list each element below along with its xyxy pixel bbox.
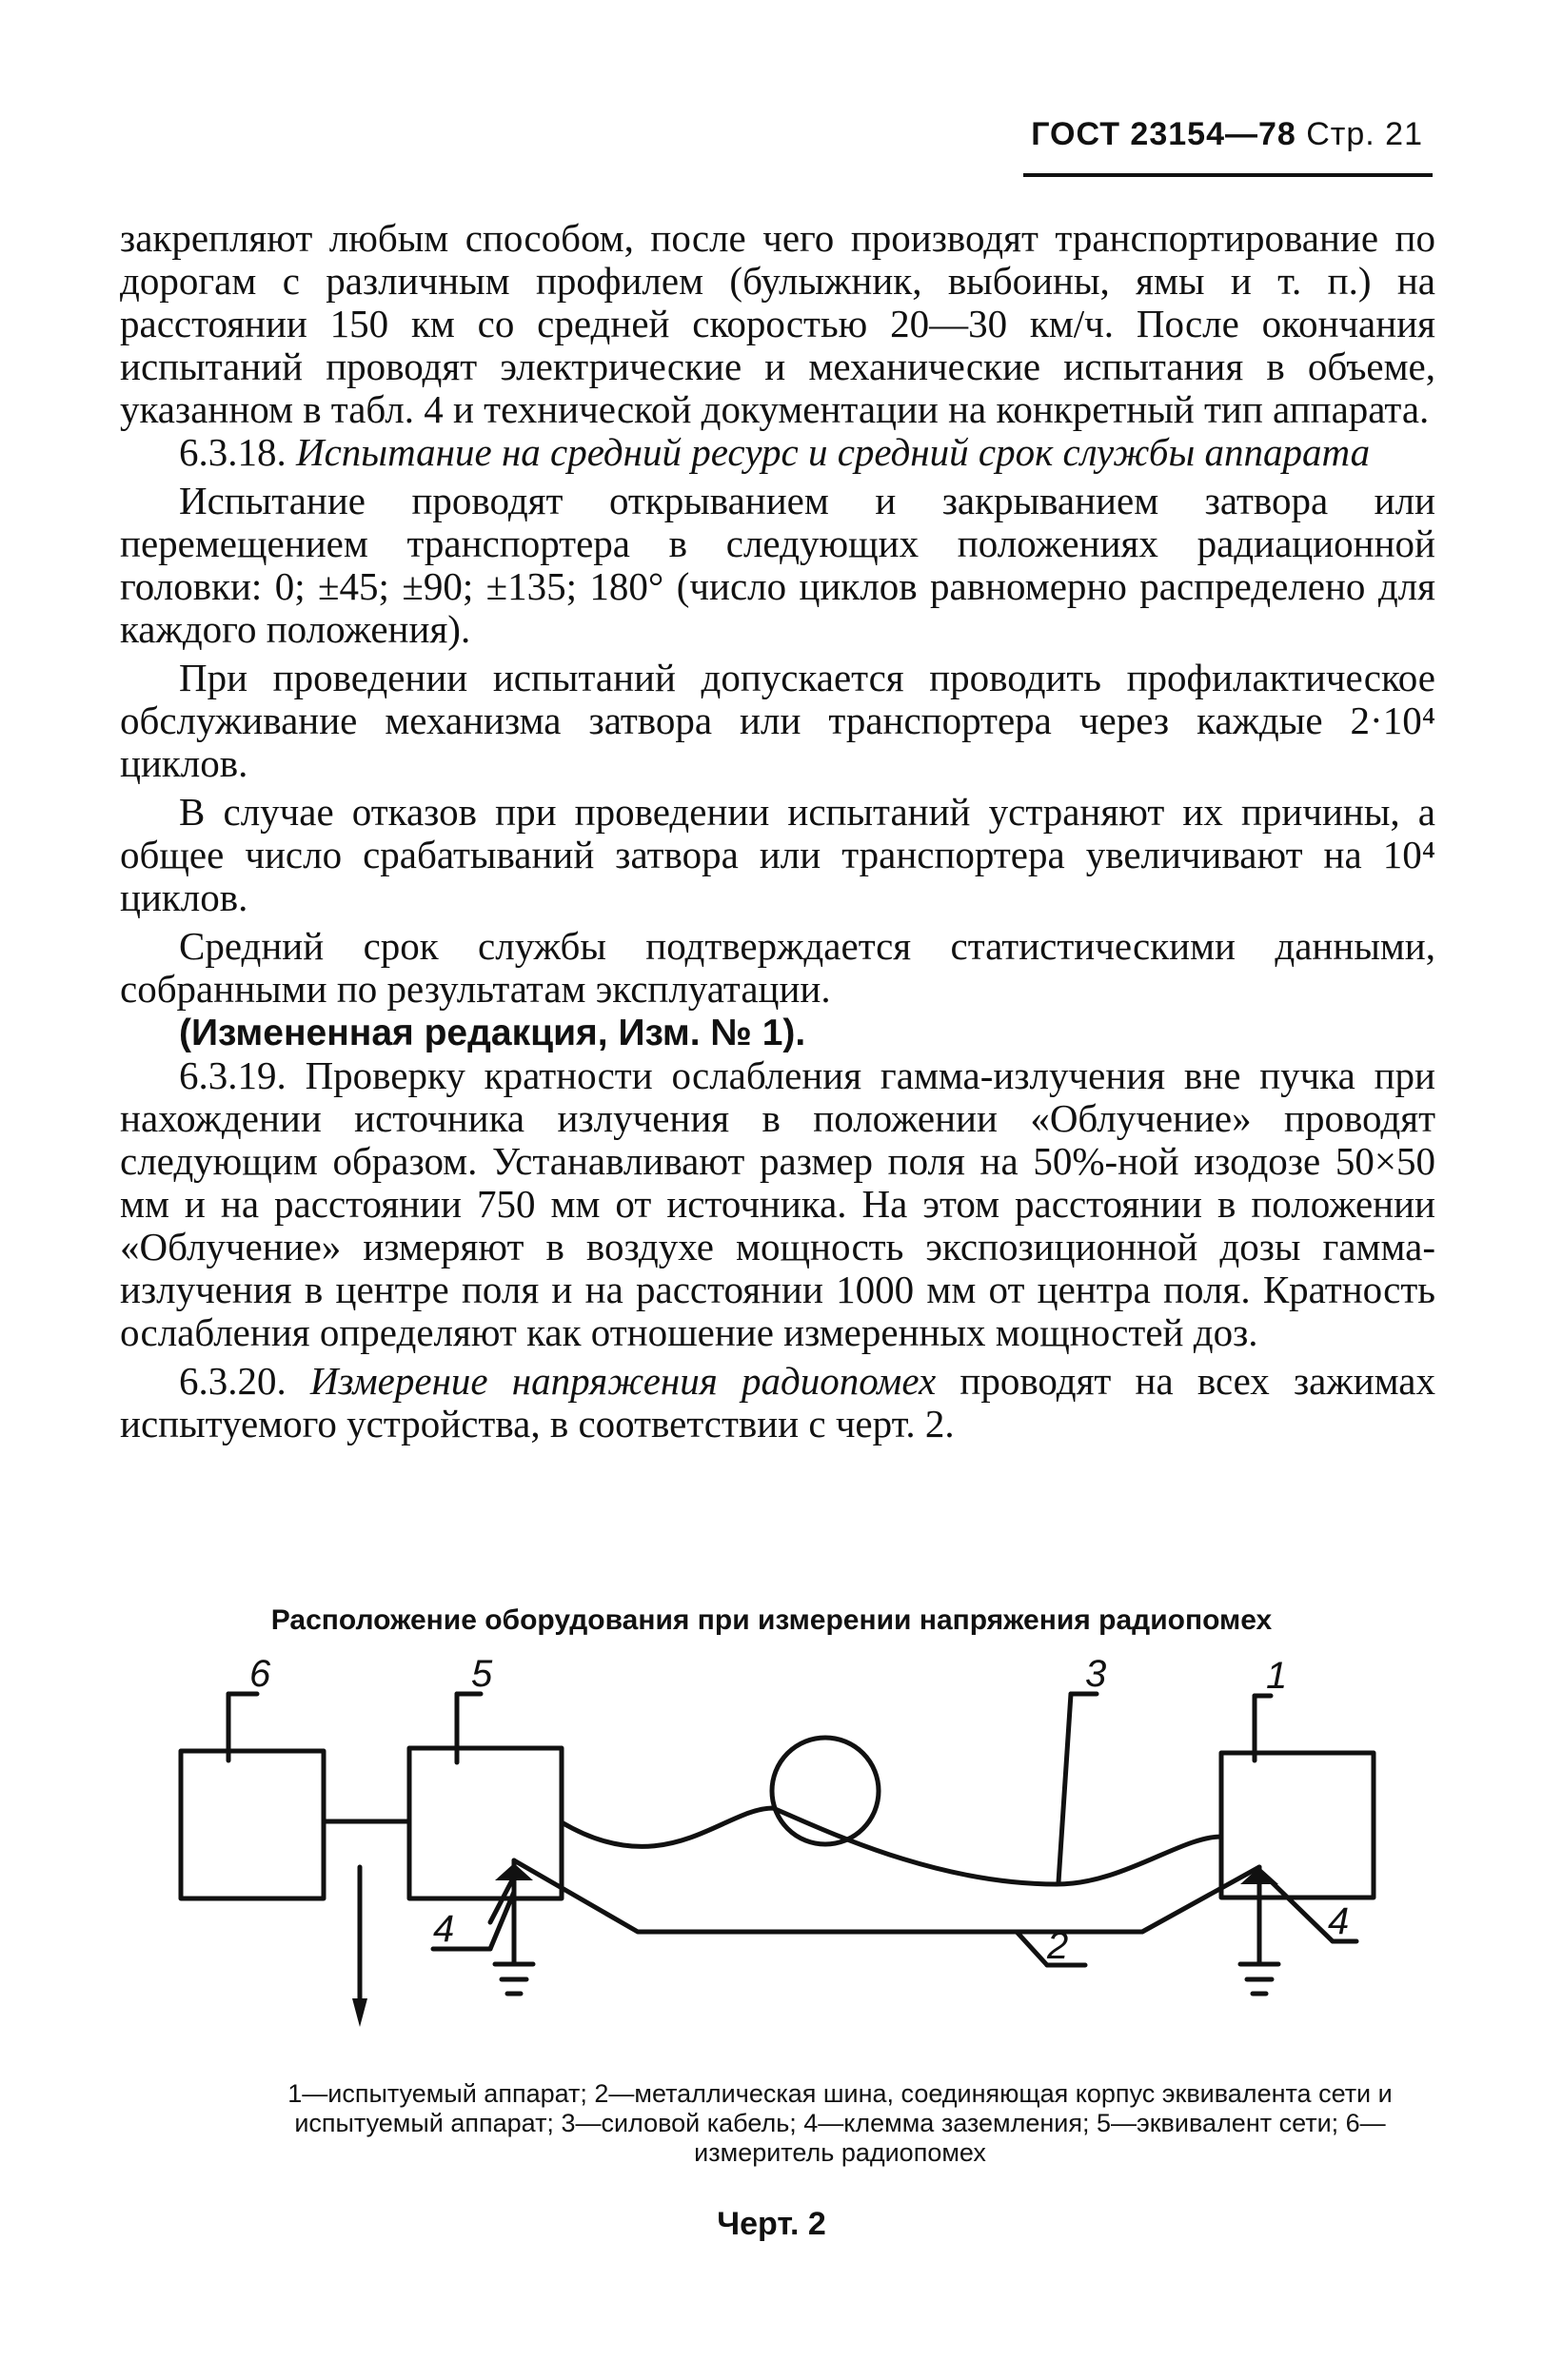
label-2: 2 bbox=[1047, 1925, 1069, 1967]
figure-legend: 1—испытуемый аппарат; 2—металлическая шина, соединяющая корпус эквивалента сети и испытуемый аппарат; 3—силовой кабель; 4—клемма заземления; 5—эквивалент сети; 6—измеритель радиопомех bbox=[287, 2079, 1393, 2167]
label-5: 5 bbox=[471, 1656, 493, 1695]
label-4-right: 4 bbox=[1328, 1900, 1350, 1942]
paragraph-amendment bbox=[120, 1011, 1435, 1054]
paragraph-positions: Испытание проводят открыванием и закрыванием затвора или перемещением транспортера в следующих положениях радиационной головки: 0; ±45; ±90; ±135; 180° (число циклов равномерно распределено для каждого положения). bbox=[120, 479, 1435, 651]
label-6: 6 bbox=[249, 1656, 271, 1695]
leader-2 bbox=[1017, 1932, 1047, 1965]
paragraph-1: закрепляют любым способом, после чего производят транспортирование по дорогам с различным профилем (булыжник, выбоины, ямы и т. п.) на расстоянии 150 км со средней скоростью 20—30 км/ч. После окончания испытаний проводят электрические и механические испытания в объеме, указанном в табл. 4 и технической документации на конкретный тип аппарата. bbox=[120, 216, 1435, 431]
clause-number: 6.3.18. bbox=[179, 430, 287, 474]
paragraph-6-3-19: 6.3.19. Проверку кратности ослабления гамма-излучения вне пучка при нахождении источника излучения в положении «Облучение» проводят следующим образом. Устанавливают размер поля на 50%-ной изодозе 50×50 мм и на расстоянии 750 мм от источника. На этом расстоянии в положении «Облучение» измеряют в воздухе мощность экспозиционной дозы гамма-излучения в центре поля и на расстоянии 1000 мм от центра поля. Кратность ослабления определяют как отношение измеренных мощностей доз. bbox=[120, 1053, 1435, 1354]
paragraph-failures: В случае отказов при проведении испытаний устраняют их причины, а общее число срабатываний затвора или транспортера увеличивают на 10⁴ циклов. bbox=[120, 790, 1435, 919]
page-header bbox=[1031, 116, 1423, 153]
metal-bus-2 bbox=[514, 1860, 1259, 1932]
label-1: 1 bbox=[1266, 1656, 1288, 1697]
paragraph-6-3-20 bbox=[120, 1360, 1435, 1446]
measurement-setup-diagram bbox=[0, 1656, 1543, 2075]
label-4-left: 4 bbox=[433, 1908, 455, 1950]
standard-number: ГОСТ 23154—78 bbox=[1031, 116, 1296, 152]
amendment-note: (Измененная редакция, Изм. № 1). bbox=[179, 1013, 806, 1053]
power-cable-3 bbox=[562, 1808, 1221, 1884]
clause-title: Измерение напряжения радиопомех bbox=[309, 1359, 937, 1403]
clause-number: 6.3.20. bbox=[179, 1359, 287, 1403]
clause-title: Испытание на средний ресурс и средний срок службы аппарата bbox=[296, 430, 1371, 474]
label-3: 3 bbox=[1085, 1656, 1107, 1695]
figure-caption: Черт. 2 bbox=[717, 2206, 826, 2242]
meter-box-6 bbox=[181, 1751, 324, 1898]
paragraph-service-life: Средний срок службы подтверждается статистическими данными, собранными по результатам эксплуатации. bbox=[120, 924, 1435, 1011]
header-rule bbox=[1023, 173, 1433, 177]
leader-3-drop bbox=[1058, 1694, 1071, 1882]
clause-text: проводят на всех зажимах испытуемого устройства, в соответствии с черт. 2. bbox=[120, 1359, 1435, 1446]
leader-4b bbox=[1266, 1877, 1333, 1941]
output-arrow bbox=[352, 1998, 367, 2027]
paragraph-6-3-18 bbox=[120, 431, 1435, 474]
page-number: Стр. 21 bbox=[1306, 116, 1423, 152]
body-text bbox=[120, 217, 1435, 1446]
paragraph-maintenance: При проведении испытаний допускается проводить профилактическое обслуживание механизма затвора или транспортера через каждые 2·10⁴ циклов. bbox=[120, 656, 1435, 785]
figure-title: Расположение оборудования при измерении напряжения радиопомех bbox=[270, 1604, 1273, 1636]
